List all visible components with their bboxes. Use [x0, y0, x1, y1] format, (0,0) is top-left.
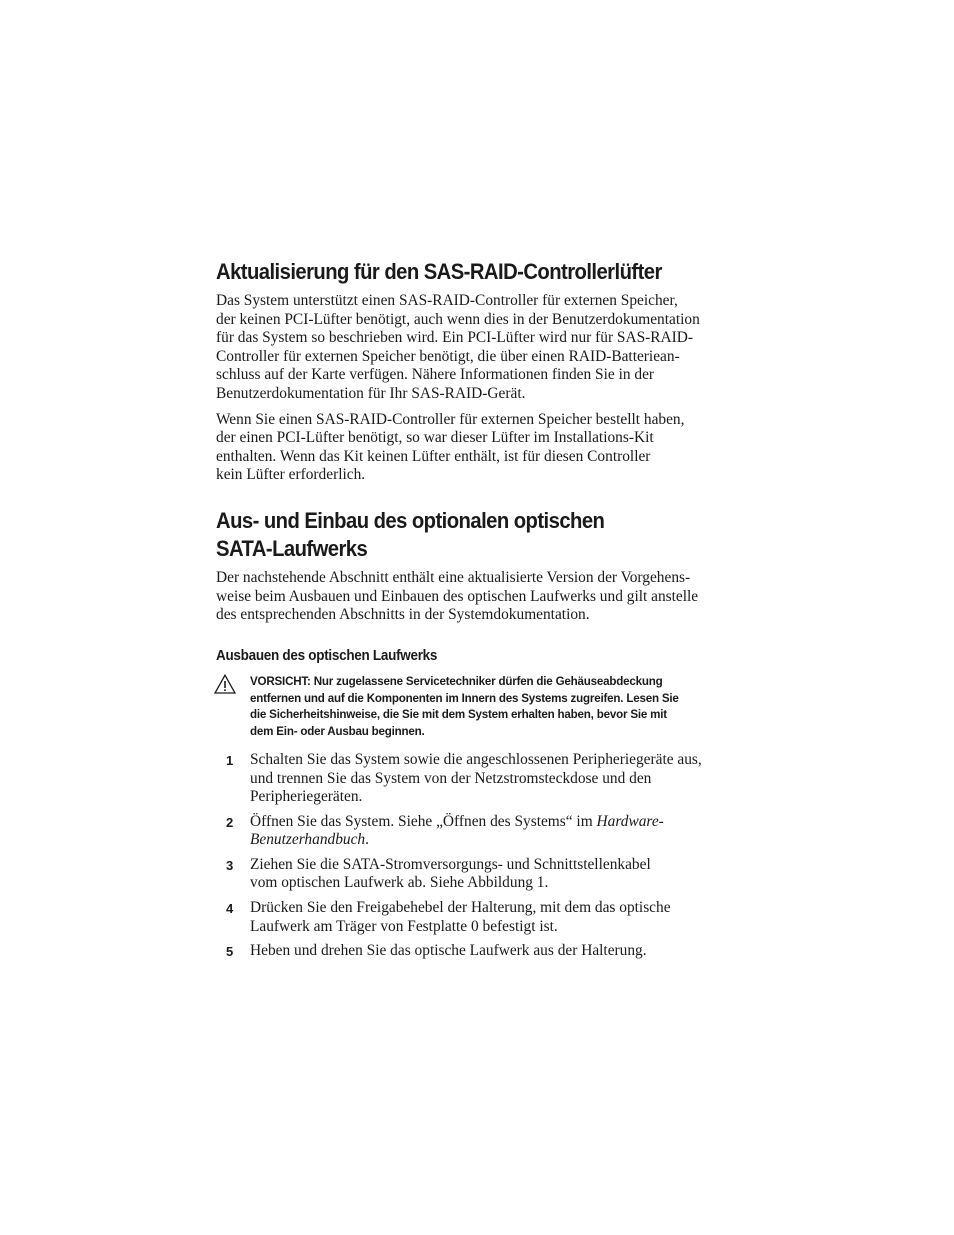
text-line: Laufwerk am Träger von Festplatte 0 befestigt ist. — [250, 917, 558, 935]
text-line: Heben und drehen Sie das optische Laufwerk aus der Halterung. — [250, 942, 647, 960]
text-line: Peripheriegeräten. — [250, 788, 363, 806]
paragraph-optical-intro — [216, 569, 716, 625]
caution-line: entfernen und auf die Komponenten im Innern des Systems zugreifen. Lesen Sie — [250, 691, 679, 705]
text-line: des entsprechenden Abschnitts in der Systemdokumentation. — [216, 606, 590, 624]
step-item — [216, 751, 716, 807]
text-line: und trennen Sie das System von der Netzstromsteckdose und den — [250, 769, 652, 787]
text-line: Benutzerdokumentation für Ihr SAS-RAID-Gerät. — [216, 384, 526, 402]
manual-title-italic: Hardware- — [596, 812, 664, 830]
document-page — [216, 258, 716, 967]
text-line — [250, 813, 716, 832]
removal-steps-list — [216, 751, 716, 961]
step-number: 5 — [226, 944, 234, 960]
text-line — [250, 831, 716, 850]
section-heading-fan-update: Aktualisierung für den SAS-RAID-Controllerlüfter — [216, 259, 662, 284]
text-line: Drücken Sie den Freigabehebel der Halterung, mit dem das optische — [250, 899, 671, 917]
text-line: der keinen PCI-Lüfter benötigt, auch wenn dies in der Benutzerdokumentation — [216, 310, 700, 328]
heading-line: Aus- und Einbau des optionalen optischen — [216, 507, 605, 533]
step-text: Öffnen Sie das System. Siehe „Öffnen des Systems“ im — [250, 812, 597, 830]
text-line: vom optischen Laufwerk ab. Siehe Abbildung 1. — [250, 874, 549, 892]
caution-line: die Sicherheitshinweise, die Sie mit dem System erhalten haben, bevor Sie mit — [250, 708, 667, 722]
text-line: der einen PCI-Lüfter benötigt, so war dieser Lüfter im Installations-Kit — [216, 429, 654, 447]
text-line: Ziehen Sie die SATA-Stromversorgungs- und Schnittstellenkabel — [250, 855, 651, 873]
text-line — [250, 674, 716, 691]
step-number: 1 — [226, 752, 234, 768]
step-item — [216, 899, 716, 936]
step-number: 2 — [226, 814, 234, 830]
step-number: 3 — [226, 857, 234, 873]
step-item — [216, 942, 716, 961]
text-line: Controller für externen Speicher benötigt, die über einen RAID-Batteriean- — [216, 347, 680, 365]
warning-triangle-icon — [214, 674, 236, 694]
step-text: . — [365, 831, 369, 849]
text-line: enthalten. Wenn das Kit keinen Lüfter enthält, ist für diesen Controller — [216, 447, 651, 465]
paragraph-fan-support — [216, 292, 716, 404]
caution-notice — [216, 674, 716, 741]
step-item — [216, 813, 716, 850]
caution-text — [250, 674, 716, 741]
text-line: Der nachstehende Abschnitt enthält eine aktualisierte Version der Vorgehens- — [216, 568, 691, 586]
caution-label: VORSICHT: — [250, 674, 311, 688]
text-line: Das System unterstützt einen SAS-RAID-Controller für externen Speicher, — [216, 292, 678, 309]
step-item — [216, 856, 716, 893]
subheading-remove-optical-drive: Ausbauen des optischen Laufwerks — [216, 647, 438, 664]
manual-title-italic: Benutzerhandbuch — [250, 831, 366, 849]
section-heading-optical-drive — [216, 507, 713, 563]
text-line: Schalten Sie das System sowie die angeschlossenen Peripheriegeräte aus, — [250, 750, 702, 768]
paragraph-fan-kit — [216, 411, 716, 485]
caution-line: dem Ein- oder Ausbau beginnen. — [250, 725, 425, 739]
caution-line: Nur zugelassene Servicetechniker dürfen die Gehäuseabdeckung — [313, 674, 663, 688]
text-line: kein Lüfter erforderlich. — [216, 466, 366, 484]
step-number: 4 — [226, 901, 234, 917]
text-line: schluss auf der Karte verfügen. Nähere Informationen finden Sie in der — [216, 366, 655, 384]
heading-line: SATA-Laufwerks — [216, 535, 368, 561]
text-line: für das System so beschrieben wird. Ein PCI-Lüfter wird nur für SAS-RAID- — [216, 329, 694, 347]
text-line: Wenn Sie einen SAS-RAID-Controller für externen Speicher bestellt haben, — [216, 410, 685, 428]
text-line: weise beim Ausbauen und Einbauen des optischen Laufwerks und gilt anstelle — [216, 587, 699, 605]
